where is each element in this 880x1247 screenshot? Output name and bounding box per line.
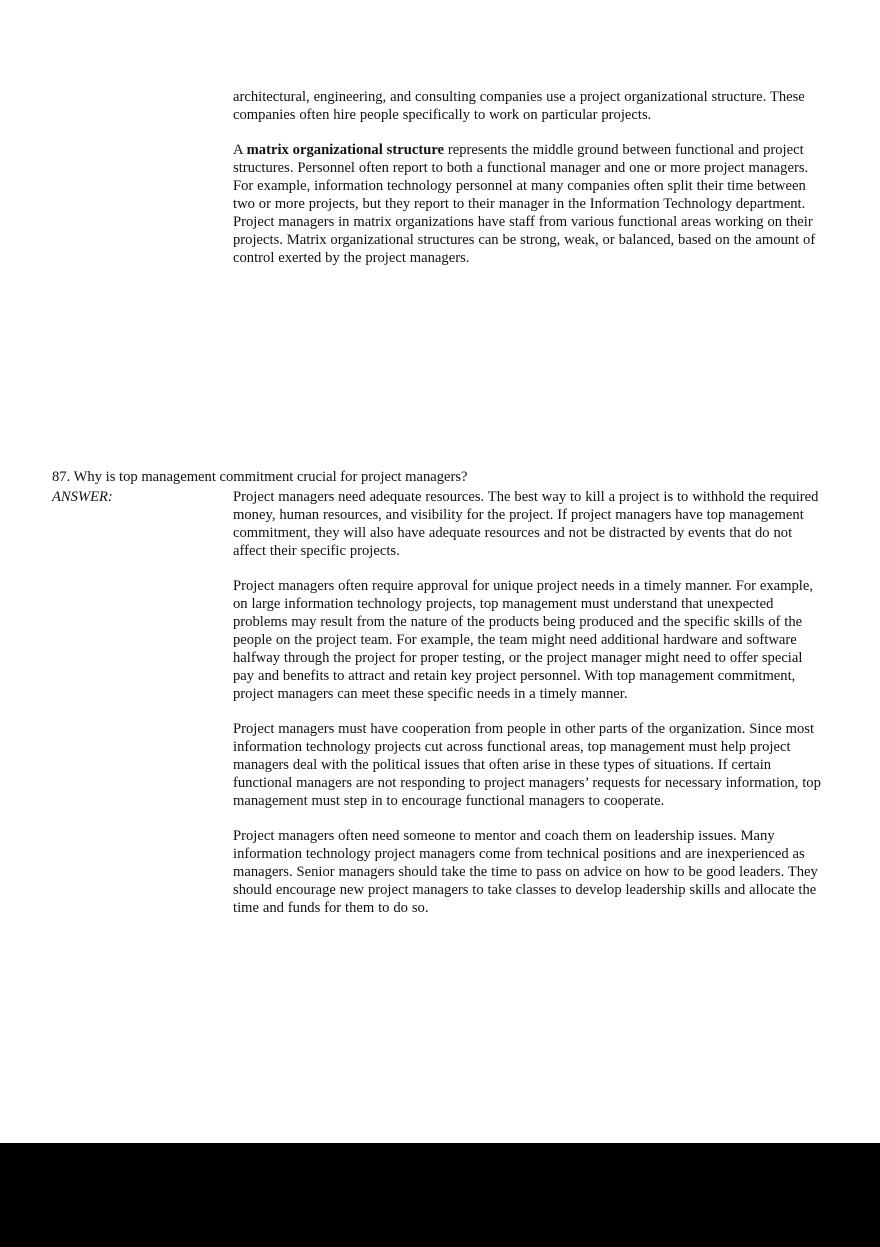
matrix-rest-text: represents the middle ground between functional and project structures. Personnel often report to both a functional manager and one or more project managers. For example, information technology personnel at many companies often split their time between two or more projects, but they report to their manager in the Information Technology department. Project managers in matrix organizations have staff from various functional areas working on their projects. Matrix organizational structures can be strong, weak, or balanced, based on the amount of control exerted by the project managers. xyxy=(233,142,816,266)
paragraph-project-structure: architectural, engineering, and consulting companies use a project organizational structure. These companies often hire people specifically to work on particular projects. xyxy=(233,89,805,123)
answer-block xyxy=(233,489,827,918)
top-continuation-block xyxy=(233,89,825,268)
matrix-bold-term: matrix organizational structure xyxy=(246,142,445,159)
page-bottom-black-band xyxy=(0,1143,880,1247)
answer-label: ANSWER: xyxy=(52,489,113,505)
answer-paragraph: Project managers need adequate resources. The best way to kill a project is to withhold the required money, human resources, and visibility for the project. If project managers have top management commitment, they will also have adequate resources and not be distracted by events that do not affect their specific projects. xyxy=(233,489,819,559)
answer-paragraph: Project managers often need someone to mentor and coach them on leadership issues. Many information technology project managers come from technical positions and are inexperienced as managers. Senior managers should take the time to pass on advice on how to be good leaders. They should encourage new project managers to take classes to develop leadership skills and allocate the time and funds for them to do so. xyxy=(233,828,818,916)
question-line: 87. Why is top management commitment crucial for project managers? xyxy=(52,469,468,485)
answer-paragraph: Project managers often require approval for unique project needs in a timely manner. For example, on large information technology projects, top management must understand that unexpected problems may result from the nature of the products being produced and the specific skills of the people on the project team. For example, the team might need additional hardware and software halfway through the project for proper testing, or the project manager might need to offer special pay and benefits to attract and retain key project personnel. With top management commitment, project managers can meet these specific needs in a timely manner. xyxy=(233,578,814,702)
answer-paragraph: Project managers must have cooperation from people in other parts of the organization. Since most information technology projects cut across functional areas, top management must help project managers deal with the political issues that often arise in these types of situations. If certain functional managers are not responding to project managers’ requests for necessary information, top management must step in to encourage functional managers to cooperate. xyxy=(233,721,821,809)
matrix-lead-word: A xyxy=(233,142,243,159)
paragraph-matrix-structure xyxy=(233,142,825,267)
